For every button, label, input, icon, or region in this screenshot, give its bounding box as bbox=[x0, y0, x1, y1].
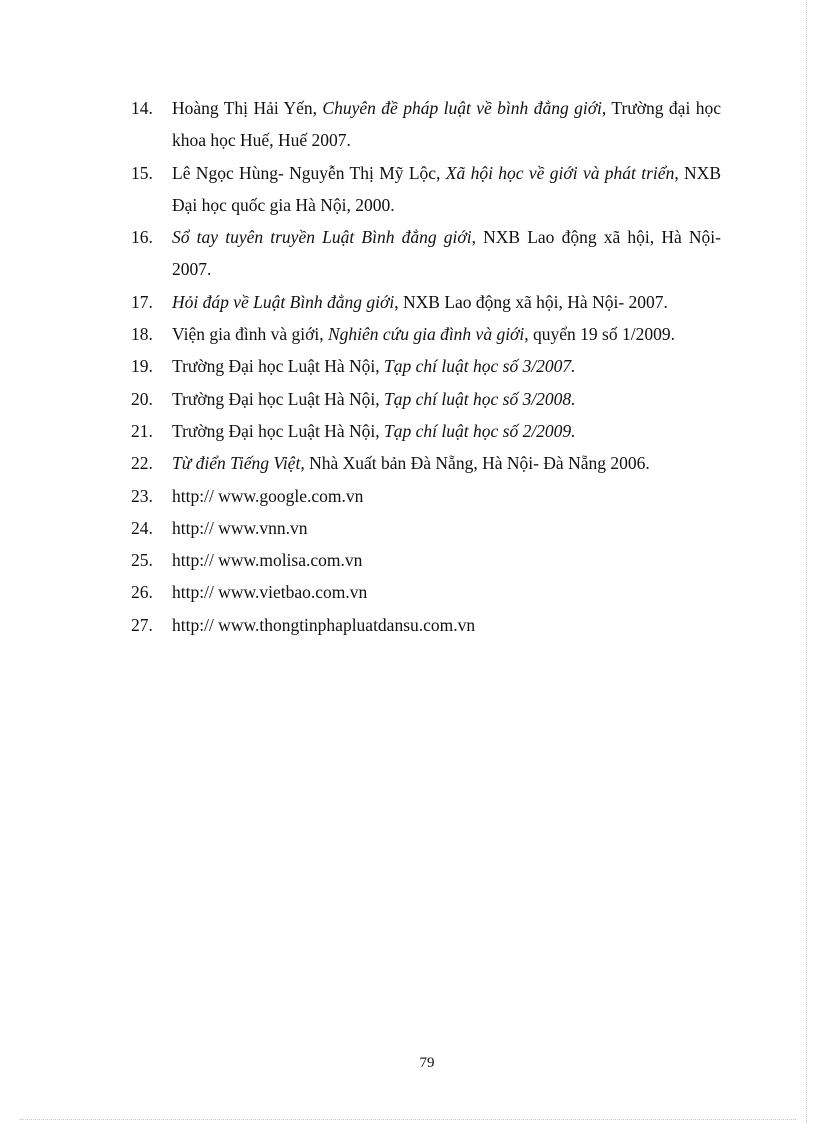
reference-number: 24. bbox=[131, 517, 153, 538]
reference-text: Trường Đại học Luật Hà Nội, bbox=[172, 420, 385, 441]
reference-item bbox=[131, 350, 721, 382]
reference-item bbox=[131, 512, 721, 544]
reference-number: 20. bbox=[131, 388, 153, 409]
reference-title: Từ điển Tiếng Việt bbox=[172, 453, 301, 474]
page-number: 79 bbox=[419, 1055, 435, 1071]
reference-item bbox=[131, 157, 721, 222]
reference-title: Tạp chí luật học số 3/2007. bbox=[384, 356, 576, 377]
reference-item bbox=[131, 576, 721, 608]
reference-text: , NXB Lao động xã hội, Hà Nội- 2007. bbox=[172, 227, 721, 280]
reference-item bbox=[131, 92, 721, 157]
page-edge-bottom bbox=[20, 1119, 796, 1120]
reference-number: 27. bbox=[131, 614, 153, 635]
reference-item bbox=[131, 221, 721, 286]
page-edge-right bbox=[806, 0, 807, 1123]
reference-text: Viện gia đình và giới, bbox=[172, 324, 328, 345]
reference-text: , NXB Lao động xã hội, Hà Nội- 2007. bbox=[394, 291, 668, 312]
reference-list bbox=[131, 92, 721, 641]
reference-item bbox=[131, 286, 721, 318]
reference-number: 26. bbox=[131, 582, 153, 603]
reference-number: 18. bbox=[131, 324, 153, 345]
reference-number: 14. bbox=[131, 98, 153, 118]
reference-item bbox=[131, 383, 721, 415]
reference-text: http:// www.vnn.vn bbox=[172, 517, 308, 538]
reference-item bbox=[131, 415, 721, 447]
reference-text: Lê Ngọc Hùng- Nguyễn Thị Mỹ Lộc, bbox=[172, 162, 446, 183]
reference-text: , NXB Đại học quốc gia Hà Nội, 2000. bbox=[172, 162, 721, 215]
reference-text: Hoàng Thị Hải Yến, bbox=[172, 98, 323, 118]
reference-text: http:// www.vietbao.com.vn bbox=[172, 582, 368, 603]
reference-number: 15. bbox=[131, 162, 153, 183]
reference-number: 22. bbox=[131, 453, 153, 474]
reference-item bbox=[131, 447, 721, 479]
reference-text: http:// www.google.com.vn bbox=[172, 485, 364, 506]
reference-number: 21. bbox=[131, 420, 153, 441]
reference-text: http:// www.molisa.com.vn bbox=[172, 550, 363, 571]
reference-title: Tạp chí luật học số 3/2008. bbox=[384, 388, 576, 409]
reference-text: Trường Đại học Luật Hà Nội, bbox=[172, 388, 385, 409]
reference-number: 23. bbox=[131, 485, 153, 506]
reference-title: Chuyên đề pháp luật về bình đẳng giới bbox=[322, 98, 602, 118]
reference-title: Sổ tay tuyên truyền Luật Bình đẳng giới bbox=[172, 227, 472, 248]
reference-item bbox=[131, 609, 721, 641]
reference-item bbox=[131, 480, 721, 512]
reference-text: Trường Đại học Luật Hà Nội, bbox=[172, 356, 385, 377]
reference-text: , Nhà Xuất bản Đà Nẵng, Hà Nội- Đà Nẵng 2006. bbox=[300, 453, 650, 474]
reference-title: Tạp chí luật học số 2/2009. bbox=[384, 420, 576, 441]
reference-item bbox=[131, 544, 721, 576]
reference-text: , quyển 19 số 1/2009. bbox=[524, 324, 675, 345]
reference-item bbox=[131, 318, 721, 350]
reference-title: Xã hội học về giới và phát triển bbox=[445, 162, 675, 183]
reference-number: 16. bbox=[131, 227, 153, 248]
reference-number: 25. bbox=[131, 550, 153, 571]
reference-text: http:// www.thongtinphapluatdansu.com.vn bbox=[172, 614, 476, 635]
reference-text: , Trường đại học khoa học Huế, Huế 2007. bbox=[172, 98, 721, 151]
reference-number: 19. bbox=[131, 356, 153, 377]
reference-number: 17. bbox=[131, 291, 153, 312]
reference-title: Hỏi đáp về Luật Bình đẳng giới bbox=[172, 291, 395, 312]
reference-title: Nghiên cứu gia đình và giới bbox=[327, 324, 525, 345]
